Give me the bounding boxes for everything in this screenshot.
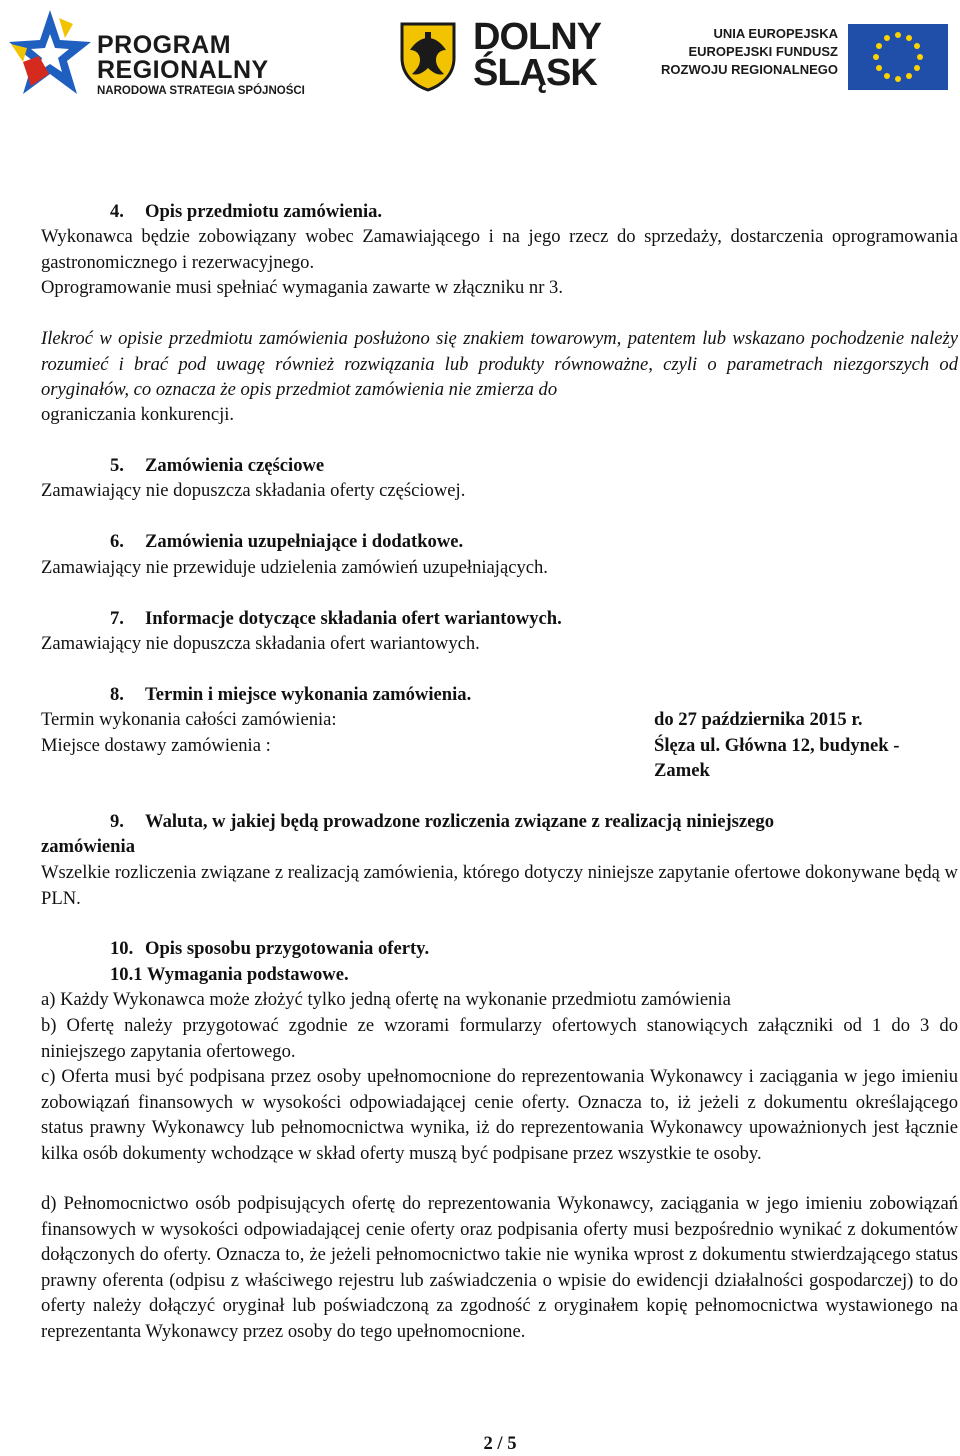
delivery-place-value-cont: Zamek: [654, 760, 710, 781]
section-7-number: 7.: [110, 608, 124, 629]
requirement-b: b) Ofertę należy przygotować zgodnie ze wzorami formularzy ofertowych stanowiących załączniki od 1 do 3 do niniejszego zapytania ofertowego.: [41, 1015, 958, 1062]
program-regionalny-logo: [5, 4, 335, 104]
section-8-title: Termin i miejsce wykonania zamówienia.: [145, 684, 472, 705]
section-6-text: Zamawiający nie przewiduje udzielenia zamówień uzupełniających.: [41, 557, 548, 578]
section-4-title: Opis przedmiotu zamówienia.: [145, 201, 383, 222]
requirement-d: d) Pełnomocnictwo osób podpisujących ofertę do reprezentowania Wykonawcy, zaciągania w jego imieniu zobowiązań finansowych w wysokości odpowiadającej cenie oferty oraz podpisania oferty musi bezpośrednio wynikać z dokumentów dołączonych do oferty. Oznacza to, że jeżeli pełnomocnictwo takie nie wynika wprost z dokumentu stwierdzającego status prawny oferenta (odpisu z właściwego rejestru lub zaświadczenia o wpisie do ewidencji działalności gospodarczej) to do oferty należy dołączyć oryginał lub poświadczoną za zgodność z oryginałem kopię pełnomocnictwa wystawionego na reprezentanta Wykonawcy przez osoby do tego upełnomocnione.: [41, 1193, 958, 1342]
eu-flag-icon: [848, 24, 948, 90]
section-4-note-tail: ograniczania konkurencji.: [41, 404, 235, 425]
section-5-heading: [110, 453, 324, 479]
section-10-number: 10.: [110, 938, 134, 959]
section-5-text: Zamawiający nie dopuszcza składania oferty częściowej.: [41, 480, 466, 501]
section-6-heading: [110, 529, 463, 555]
section-9-number: 9.: [110, 811, 124, 832]
section-5-title: Zamówienia częściowe: [145, 455, 325, 476]
program-line1: PROGRAM: [97, 31, 232, 59]
dolny-slask-crest-icon: [398, 20, 458, 92]
dolny-slask-logo: [398, 14, 618, 94]
section-4-paragraph-1: Wykonawca będzie zobowiązany wobec Zamawiającego i na jego rzecz do sprzedaży, dostarczenia oprogramowania gastronomicznego i rezerwacyjnego.: [41, 226, 958, 273]
section-4-heading: [110, 199, 382, 225]
section-10-title: Opis sposobu przygotowania oferty.: [145, 938, 430, 959]
program-line2: REGIONALNY: [97, 56, 269, 84]
section-9-title: Waluta, w jakiej będą prowadzone rozliczenia związane z realizacją niniejszego: [145, 811, 774, 832]
section-4-italic-note: Ilekroć w opisie przedmiotu zamówienia posłużono się znakiem towarowym, patentem lub wskazano pochodzenie należy rozumieć i brać pod uwagę również rozwiązania lub produkty równoważne, czyli o parametrach niezgorszych od oryginałów, co oznacza że opis przedmiot zamówienia nie zmierza do: [41, 328, 958, 400]
delivery-place-value: Ślęza ul. Główna 12, budynek -: [654, 735, 900, 756]
eu-line1: UNIA EUROPEJSKA: [713, 26, 838, 41]
page-number: 2 / 5: [483, 1433, 517, 1454]
section-7-text: Zamawiający nie dopuszcza składania ofert wariantowych.: [41, 633, 480, 654]
delivery-place-label: Miejsce dostawy zamówienia :: [41, 735, 271, 756]
section-5-number: 5.: [110, 455, 124, 476]
section-4-number: 4.: [110, 201, 124, 222]
section-10-1-heading: 10.1 Wymagania podstawowe.: [110, 964, 349, 985]
dolny-line2: ŚLĄSK: [473, 52, 597, 94]
section-4-paragraph-2: Oprogramowanie musi spełniać wymagania zawarte w złączniku nr 3.: [41, 277, 563, 298]
deadline-value: do 27 października 2015 r.: [654, 709, 863, 730]
eu-line3: ROZWOJU REGIONALNEGO: [661, 62, 838, 77]
section-6-title: Zamówienia uzupełniające i dodatkowe.: [145, 531, 464, 552]
eu-line2: EUROPEJSKI FUNDUSZ: [688, 44, 838, 59]
section-8-number: 8.: [110, 684, 124, 705]
section-8-heading: [110, 682, 471, 708]
section-7-heading: [110, 606, 562, 632]
deadline-label: Termin wykonania całości zamówienia:: [41, 709, 337, 730]
requirement-a: a) Każdy Wykonawca może złożyć tylko jedną ofertę na wykonanie przedmiotu zamówienia: [41, 989, 731, 1010]
program-line3: NARODOWA STRATEGIA SPÓJNOŚCI: [97, 85, 305, 97]
dolny-line1: DOLNY: [473, 16, 601, 58]
section-10-heading: [110, 936, 429, 962]
section-7-title: Informacje dotyczące składania ofert wariantowych.: [145, 608, 562, 629]
eu-logo: [661, 16, 953, 96]
section-9-heading: [110, 809, 774, 835]
section-6-number: 6.: [110, 531, 124, 552]
program-star-icon: [5, 4, 95, 104]
section-9-text: Wszelkie rozliczenia związane z realizacją zamówienia, którego dotyczy niniejsze zapytanie ofertowe dokonywane będą w PLN.: [41, 862, 958, 909]
requirement-c: c) Oferta musi być podpisana przez osoby upełnomocnione do reprezentowania Wykonawcy i zaciągania w jego imieniu zobowiązań finansowych w wysokości odpowiadającej cenie oferty. Oznacza to, iż jeżeli z dokumentu określającego status prawny Wykonawcy lub pełnomocnictwa wynika, iż do reprezentowania Wykonawcy upoważnionych jest łącznie kilka osób dokumenty wchodzące w skład oferty muszą być podpisane przez wszystkie te osoby.: [41, 1066, 958, 1164]
section-9-title-cont: zamówienia: [41, 836, 135, 857]
